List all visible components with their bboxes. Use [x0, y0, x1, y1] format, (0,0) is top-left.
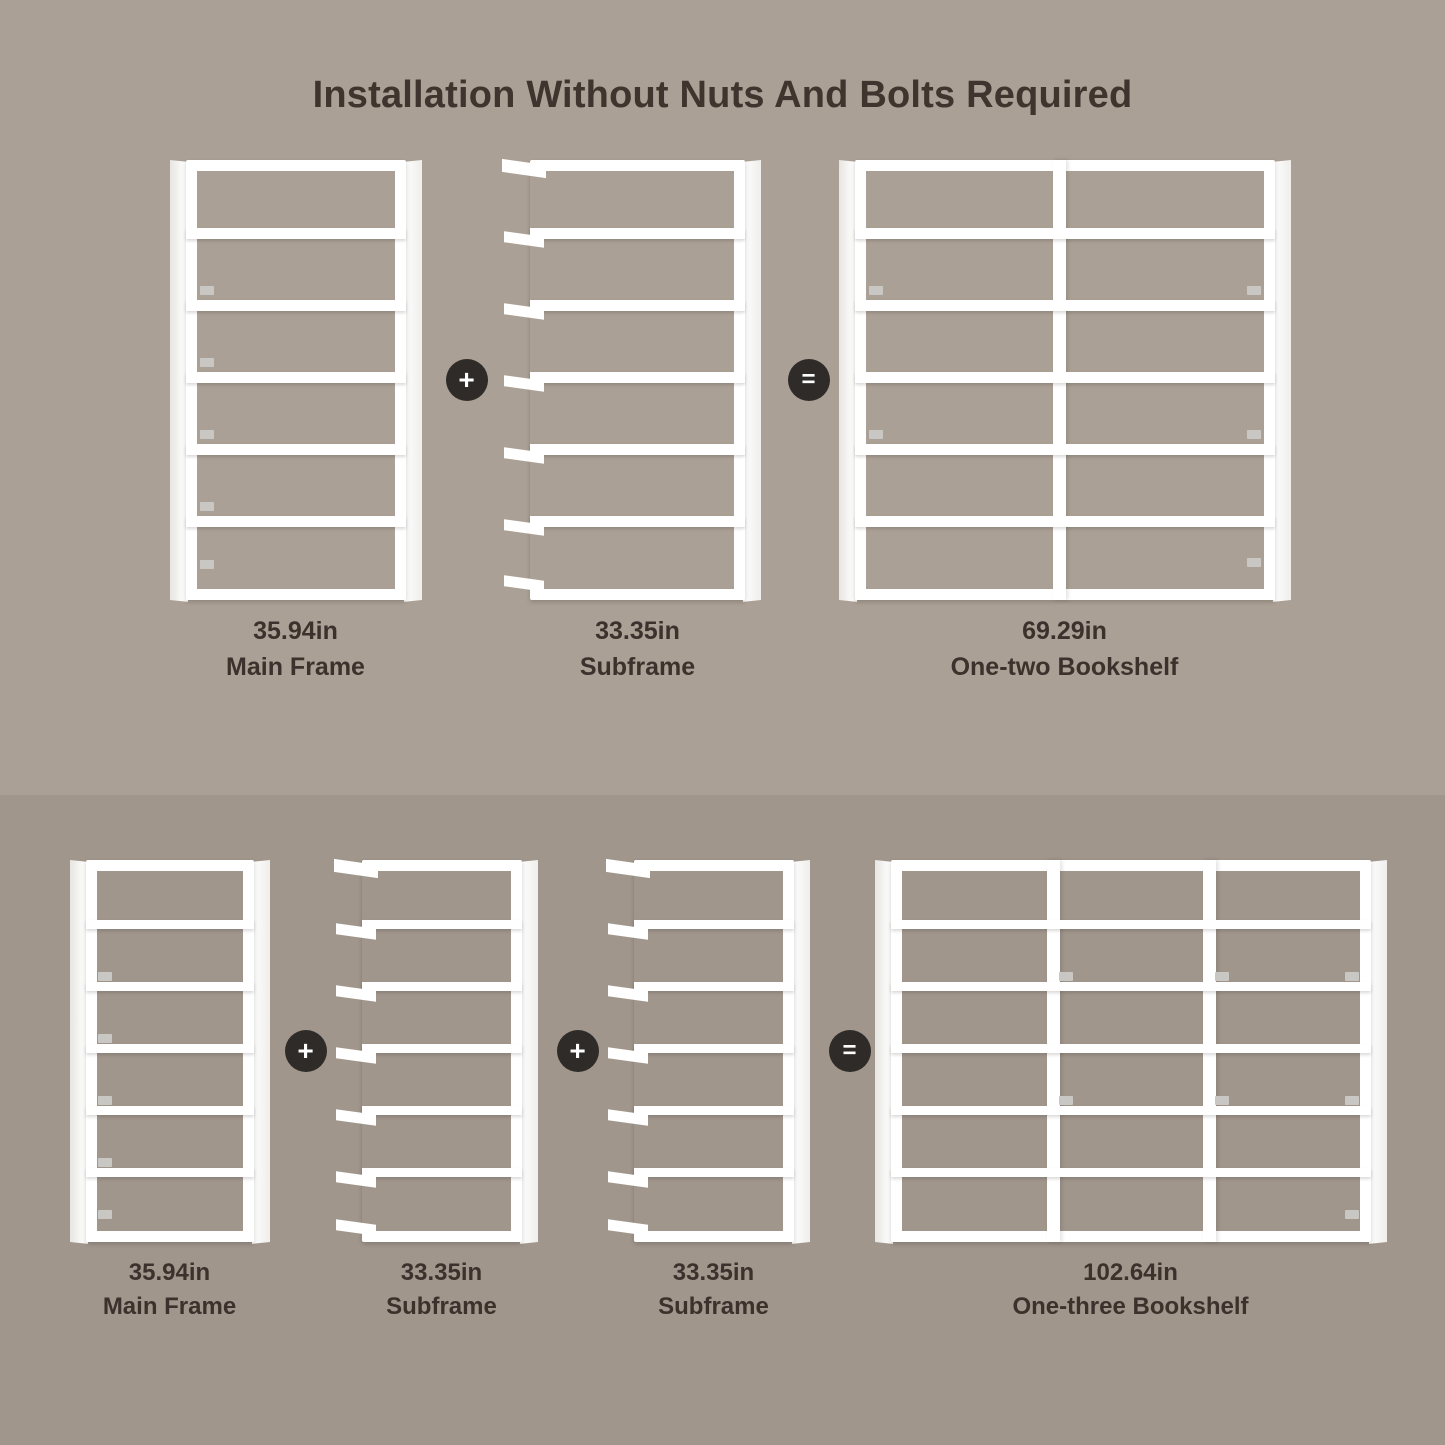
connector-nub	[98, 1210, 112, 1219]
one-two-bookshelf-caption	[951, 614, 1179, 685]
connector-nub	[200, 560, 214, 569]
shelf-board	[855, 228, 1275, 239]
shelf-board	[634, 982, 794, 991]
shelf-board	[186, 516, 406, 527]
top-item-subframe	[488, 160, 788, 685]
main-frame-illustration	[64, 860, 276, 1242]
shelf-board	[891, 1044, 1371, 1053]
shelf-board	[634, 1044, 794, 1053]
caption-size: 33.35in	[400, 1259, 483, 1286]
shelf-board	[855, 300, 1275, 311]
right-side-panel	[792, 860, 810, 1244]
caption-name: One-two Bookshelf	[950, 652, 1179, 681]
connector-nub	[98, 972, 112, 981]
connector-nub	[200, 286, 214, 295]
top-item-main-frame	[146, 160, 446, 685]
operator-plus-wrap	[285, 860, 327, 1242]
shelf-board	[362, 982, 522, 991]
caption-size: 33.35in	[595, 617, 680, 645]
bottom-panel	[0, 795, 1445, 1445]
connector-nub	[98, 1034, 112, 1043]
connector-nub	[1345, 972, 1359, 981]
shelf-board	[891, 1168, 1371, 1177]
right-side-panel	[252, 860, 270, 1244]
right-side-panel	[404, 160, 422, 602]
bottom-item-one-three-bookshelf	[871, 860, 1391, 1324]
shelf-board	[362, 1168, 522, 1177]
connector-nub	[1345, 1096, 1359, 1105]
shelf-board	[855, 444, 1275, 455]
operator-plus: +	[557, 1030, 599, 1072]
subframe-caption	[658, 1256, 769, 1324]
shelf-board	[86, 1106, 254, 1115]
shelf-board	[362, 920, 522, 929]
shelf-board	[855, 372, 1275, 383]
top-diagram-row	[0, 160, 1445, 685]
operator-plus-wrap	[446, 160, 488, 600]
shelf-board	[891, 920, 1371, 929]
connector-nub	[1215, 972, 1229, 981]
shelf-board	[186, 444, 406, 455]
caption-size: 33.35in	[672, 1259, 755, 1286]
operator-equals-wrap	[788, 160, 830, 600]
connector-nub	[1345, 1210, 1359, 1219]
shelf-board	[186, 372, 406, 383]
shelf-board	[530, 300, 745, 311]
connector-nub	[869, 286, 883, 295]
subframe-caption	[580, 614, 695, 685]
connector-nub	[200, 430, 214, 439]
connector-nub	[98, 1096, 112, 1105]
caption-size: 35.94in	[128, 1259, 211, 1286]
caption-size: 102.64in	[1083, 1259, 1178, 1286]
operator-plus: +	[446, 359, 488, 401]
subframe-caption	[386, 1256, 497, 1324]
shelf-board	[530, 372, 745, 383]
shelf-board	[362, 1106, 522, 1115]
right-side-panel	[1273, 160, 1291, 602]
shelf-board	[362, 1044, 522, 1053]
caption-size: 35.94in	[253, 617, 338, 645]
subframe-illustration	[506, 160, 769, 600]
bottom-diagram-row	[0, 860, 1445, 1324]
one-three-bookshelf-illustration	[875, 860, 1387, 1242]
one-three-bookshelf-caption	[1012, 1256, 1248, 1324]
connector-nub	[1247, 286, 1261, 295]
connector-nub	[1215, 1096, 1229, 1105]
connector-nub	[200, 358, 214, 367]
shelf-board	[530, 228, 745, 239]
caption-name: Main Frame	[102, 1293, 237, 1321]
right-side-panel	[1369, 860, 1387, 1244]
subframe-illustration	[608, 860, 820, 1242]
page-title: Installation Without Nuts And Bolts Required	[312, 74, 1133, 116]
bottom-item-main-frame	[55, 860, 285, 1324]
shelf-board	[855, 516, 1275, 527]
operator-equals-wrap	[829, 860, 871, 1242]
caption-name: Subframe	[658, 1293, 769, 1321]
shelf-board	[891, 1106, 1371, 1115]
top-item-one-two-bookshelf	[830, 160, 1300, 685]
shelf-board	[86, 1168, 254, 1177]
connector-nub	[1059, 1096, 1073, 1105]
main-frame-caption	[103, 1256, 236, 1324]
shelf-board	[186, 228, 406, 239]
caption-name: Subframe	[579, 652, 696, 681]
shelf-board	[634, 1106, 794, 1115]
caption-size: 69.29in	[1022, 617, 1107, 645]
main-frame-caption	[226, 614, 365, 685]
one-two-bookshelf-illustration	[833, 160, 1297, 600]
shelf-board	[86, 920, 254, 929]
shelf-board	[186, 300, 406, 311]
shelf-board	[634, 920, 794, 929]
shelf-board	[530, 516, 745, 527]
caption-name: Main Frame	[226, 652, 365, 681]
shelf-board	[634, 1168, 794, 1177]
connector-nub	[869, 430, 883, 439]
connector-nub	[1059, 972, 1073, 981]
connector-nub	[1247, 430, 1261, 439]
shelf-board	[86, 1044, 254, 1053]
operator-plus: +	[285, 1030, 327, 1072]
connector-nub	[1247, 558, 1261, 567]
caption-name: One-three Bookshelf	[1012, 1293, 1249, 1321]
shelf-board	[86, 982, 254, 991]
subframe-illustration	[336, 860, 548, 1242]
right-side-panel	[743, 160, 761, 602]
connector-nub	[200, 502, 214, 511]
operator-plus-wrap	[557, 860, 599, 1242]
main-frame-illustration	[164, 160, 428, 600]
shelf-board	[891, 982, 1371, 991]
shelf-board	[530, 444, 745, 455]
caption-name: Subframe	[386, 1293, 497, 1321]
connector-nub	[98, 1158, 112, 1167]
bottom-item-subframe-2	[599, 860, 829, 1324]
operator-equals: =	[829, 1030, 871, 1072]
operator-equals: =	[788, 359, 830, 401]
right-side-panel	[520, 860, 538, 1244]
bottom-item-subframe-1	[327, 860, 557, 1324]
